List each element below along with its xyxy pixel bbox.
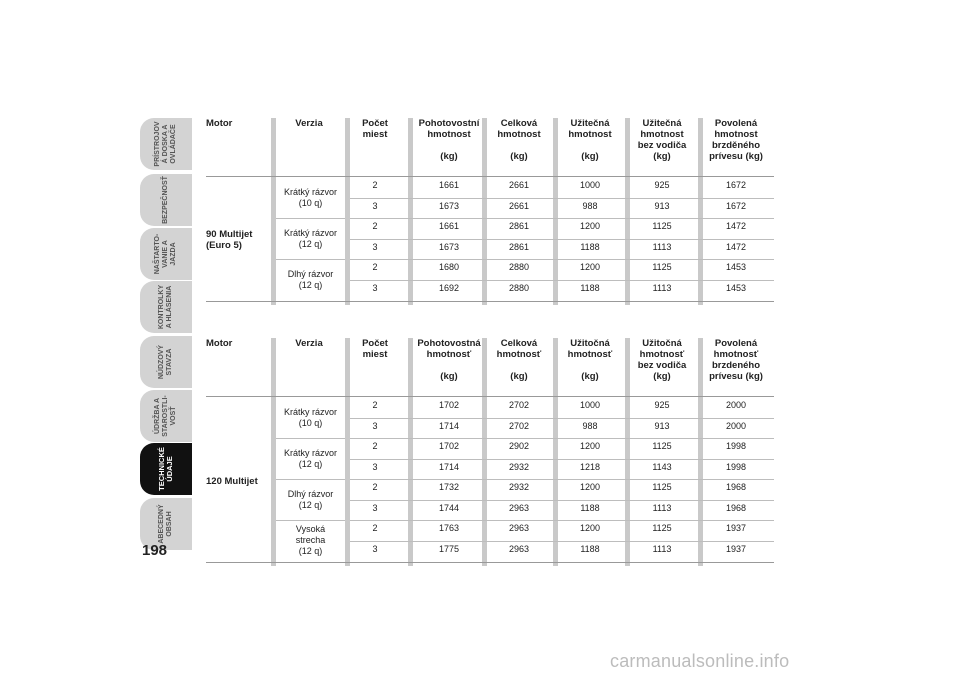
chapter-tab[interactable] xyxy=(140,118,192,170)
table-cell: 2861 xyxy=(508,241,530,252)
row-divider xyxy=(350,259,774,260)
version-divider xyxy=(276,259,345,260)
version-label: Krátky rázvor (10 q) xyxy=(283,406,337,428)
version-divider xyxy=(276,479,345,480)
table-cell: 1763 xyxy=(438,523,460,533)
table-cell: 1200 xyxy=(579,482,601,492)
column-header: Počet miest xyxy=(362,338,388,360)
table-cell: 1113 xyxy=(652,502,672,513)
column-separator xyxy=(482,118,487,305)
row-divider xyxy=(350,520,774,521)
table-cell: 3 xyxy=(372,461,378,472)
column-header: Pohotovostná hmotnosť (kg) xyxy=(417,338,481,382)
column-header: Motor xyxy=(206,338,233,349)
column-separator xyxy=(625,338,630,566)
row-divider xyxy=(350,500,774,501)
chapter-tab[interactable] xyxy=(140,228,192,280)
version-label: Krátký rázvor (10 q) xyxy=(283,186,337,208)
column-header: Užitočná hmotnosť (kg) xyxy=(567,338,613,382)
table-cell: 1672 xyxy=(725,200,747,211)
table-cell: 2 xyxy=(372,221,378,231)
row-divider xyxy=(350,198,774,199)
table-cell: 1113 xyxy=(652,241,672,252)
version-label: Krátky rázvor (12 q) xyxy=(283,447,337,469)
column-header: Povolená hmotnosť brzdeného prívesu (kg) xyxy=(709,338,763,382)
table-cell: 2 xyxy=(372,441,378,451)
table-cell: 913 xyxy=(654,200,670,211)
table-cell: 3 xyxy=(372,543,378,554)
chapter-tab-label: TECHNICKÉ ÚDAJE xyxy=(157,447,174,491)
chapter-tab-label: BEZPEČNOSŤ xyxy=(162,176,169,224)
table-cell: 2000 xyxy=(725,400,747,410)
column-header: Užitočná hmotnosť bez vodiča (kg) xyxy=(637,338,687,382)
table-cell: 1125 xyxy=(652,523,672,533)
column-header: Povolená hmotnost brzděného prívesu (kg) xyxy=(709,118,763,162)
table-cell: 1702 xyxy=(438,400,460,410)
version-divider xyxy=(276,520,345,521)
page-number: 198 xyxy=(142,542,168,559)
table-cell: 1998 xyxy=(725,461,747,472)
row-divider xyxy=(350,479,774,480)
table-cell: 1453 xyxy=(725,262,747,272)
table-cell: 1680 xyxy=(438,262,460,272)
table-cell: 1200 xyxy=(579,523,601,533)
table-bottom-line xyxy=(206,562,774,563)
table-cell: 2861 xyxy=(508,221,530,231)
watermark: carmanualsonline.info xyxy=(610,651,790,671)
row-divider xyxy=(350,218,774,219)
table-cell: 988 xyxy=(582,420,598,431)
motor-label: 120 Multijet xyxy=(206,475,258,487)
table-cell: 988 xyxy=(582,200,598,211)
table-cell: 1125 xyxy=(652,221,672,231)
table-cell: 913 xyxy=(654,420,670,431)
chapter-tab[interactable] xyxy=(140,443,192,495)
row-divider xyxy=(350,239,774,240)
table-cell: 2963 xyxy=(508,543,530,554)
version-divider xyxy=(276,438,345,439)
table-cell: 925 xyxy=(654,180,670,190)
chapter-tab-label: PRÍSTROJOV Á DOSKA A OVLÁDAČE xyxy=(154,121,177,167)
motor-label: 90 Multijet (Euro 5) xyxy=(206,228,253,251)
table-cell: 1692 xyxy=(438,282,460,293)
column-header: Celková hmotnosť (kg) xyxy=(496,338,542,382)
chapter-tab-label: ABECEDNÝ OBSAH xyxy=(158,504,173,544)
table-cell: 2963 xyxy=(508,502,530,513)
table-cell: 1472 xyxy=(725,241,747,252)
column-header: Celková hmotnost (kg) xyxy=(497,118,541,162)
chapter-tab-label: ÚDRŽBA A STAROSTLI- VOSŤ xyxy=(154,395,177,437)
column-separator xyxy=(345,118,350,305)
table-cell: 2932 xyxy=(508,461,530,472)
chapter-tab-label: NÚDZOVÝ STAVZA xyxy=(158,344,173,380)
table-cell: 1968 xyxy=(725,502,747,513)
table-cell: 2 xyxy=(372,482,378,492)
table-cell: 2880 xyxy=(508,262,530,272)
table-cell: 3 xyxy=(372,241,378,252)
column-header: Pohotovostní hmotnost (kg) xyxy=(418,118,480,162)
table-cell: 3 xyxy=(372,502,378,513)
version-divider xyxy=(276,218,345,219)
version-label: Krátký rázvor (12 q) xyxy=(283,227,337,249)
table-cell: 2 xyxy=(372,180,378,190)
column-separator xyxy=(408,338,413,566)
chapter-tab[interactable] xyxy=(140,390,192,442)
table-cell: 1744 xyxy=(438,502,460,513)
column-header: Verzia xyxy=(295,338,323,349)
version-label: Vysoká strecha (12 q) xyxy=(295,524,326,556)
table-cell: 1188 xyxy=(580,543,600,554)
table-cell: 1672 xyxy=(725,180,747,190)
table-cell: 1673 xyxy=(438,241,460,252)
row-divider xyxy=(350,459,774,460)
table-cell: 1937 xyxy=(725,543,747,554)
row-divider xyxy=(350,418,774,419)
table-cell: 1453 xyxy=(725,282,747,293)
table-cell: 925 xyxy=(654,400,670,410)
table-cell: 1000 xyxy=(579,400,601,410)
table-cell: 1188 xyxy=(580,282,600,293)
table-cell: 1732 xyxy=(438,482,460,492)
table-cell: 3 xyxy=(372,282,378,293)
chapter-tab[interactable] xyxy=(140,174,192,226)
version-label: Dlhý rázvor (12 q) xyxy=(287,268,334,290)
table-cell: 1218 xyxy=(579,461,601,472)
column-header: Verzia xyxy=(295,118,323,129)
table-cell: 2000 xyxy=(725,420,747,431)
table-cell: 1143 xyxy=(652,461,672,472)
table-cell: 1937 xyxy=(725,523,747,533)
table-cell: 2702 xyxy=(508,420,530,431)
column-separator xyxy=(698,338,703,566)
table-cell: 1968 xyxy=(725,482,747,492)
column-separator xyxy=(408,118,413,305)
table-cell: 2661 xyxy=(508,180,530,190)
chapter-tab[interactable] xyxy=(140,336,192,388)
table-cell: 1673 xyxy=(438,200,460,211)
column-separator xyxy=(698,118,703,305)
table-cell: 1125 xyxy=(652,441,672,451)
table-cell: 2 xyxy=(372,400,378,410)
version-label: Dlhý rázvor (12 q) xyxy=(287,488,334,510)
chapter-tab-label: KONTROLKY A HLÁSENIA xyxy=(158,284,173,330)
table-cell: 1661 xyxy=(438,221,460,231)
table-cell: 2880 xyxy=(508,282,530,293)
chapter-tab[interactable] xyxy=(140,281,192,333)
table-cell: 2963 xyxy=(508,523,530,533)
table-cell: 1200 xyxy=(579,262,601,272)
table-cell: 1661 xyxy=(438,180,460,190)
column-separator xyxy=(553,338,558,566)
table-header-divider xyxy=(206,176,774,177)
row-divider xyxy=(350,541,774,542)
table-cell: 1125 xyxy=(652,482,672,492)
table-cell: 2 xyxy=(372,262,378,272)
table-cell: 1188 xyxy=(580,502,600,513)
column-header: Počet miest xyxy=(362,118,388,140)
row-divider xyxy=(350,438,774,439)
table-header-divider xyxy=(206,396,774,397)
table-cell: 1714 xyxy=(438,420,460,431)
table-cell: 1200 xyxy=(579,221,601,231)
column-header: Užitečná hmotnost (kg) xyxy=(568,118,612,162)
table-bottom-line xyxy=(206,301,774,302)
column-separator xyxy=(553,118,558,305)
column-separator xyxy=(625,118,630,305)
column-separator xyxy=(482,338,487,566)
table-cell: 3 xyxy=(372,420,378,431)
table-cell: 3 xyxy=(372,200,378,211)
table-cell: 1188 xyxy=(580,241,600,252)
table-cell: 1000 xyxy=(579,180,601,190)
column-header: Motor xyxy=(206,118,233,129)
table-cell: 1714 xyxy=(438,461,460,472)
table-cell: 1113 xyxy=(652,543,672,554)
table-cell: 2 xyxy=(372,523,378,533)
table-cell: 2902 xyxy=(508,441,530,451)
table-cell: 1775 xyxy=(438,543,460,554)
table-cell: 1998 xyxy=(725,441,747,451)
column-header: Užitečná hmotnost bez vodiča (kg) xyxy=(637,118,687,162)
table-cell: 1113 xyxy=(652,282,672,293)
table-cell: 2702 xyxy=(508,400,530,410)
table-cell: 1200 xyxy=(579,441,601,451)
table-cell: 1472 xyxy=(725,221,747,231)
table-cell: 1125 xyxy=(652,262,672,272)
table-cell: 2661 xyxy=(508,200,530,211)
chapter-tab-label: NAŠTARTO- VANIE A JAZDA xyxy=(154,233,177,275)
table-cell: 1702 xyxy=(438,441,460,451)
row-divider xyxy=(350,280,774,281)
table-cell: 2932 xyxy=(508,482,530,492)
